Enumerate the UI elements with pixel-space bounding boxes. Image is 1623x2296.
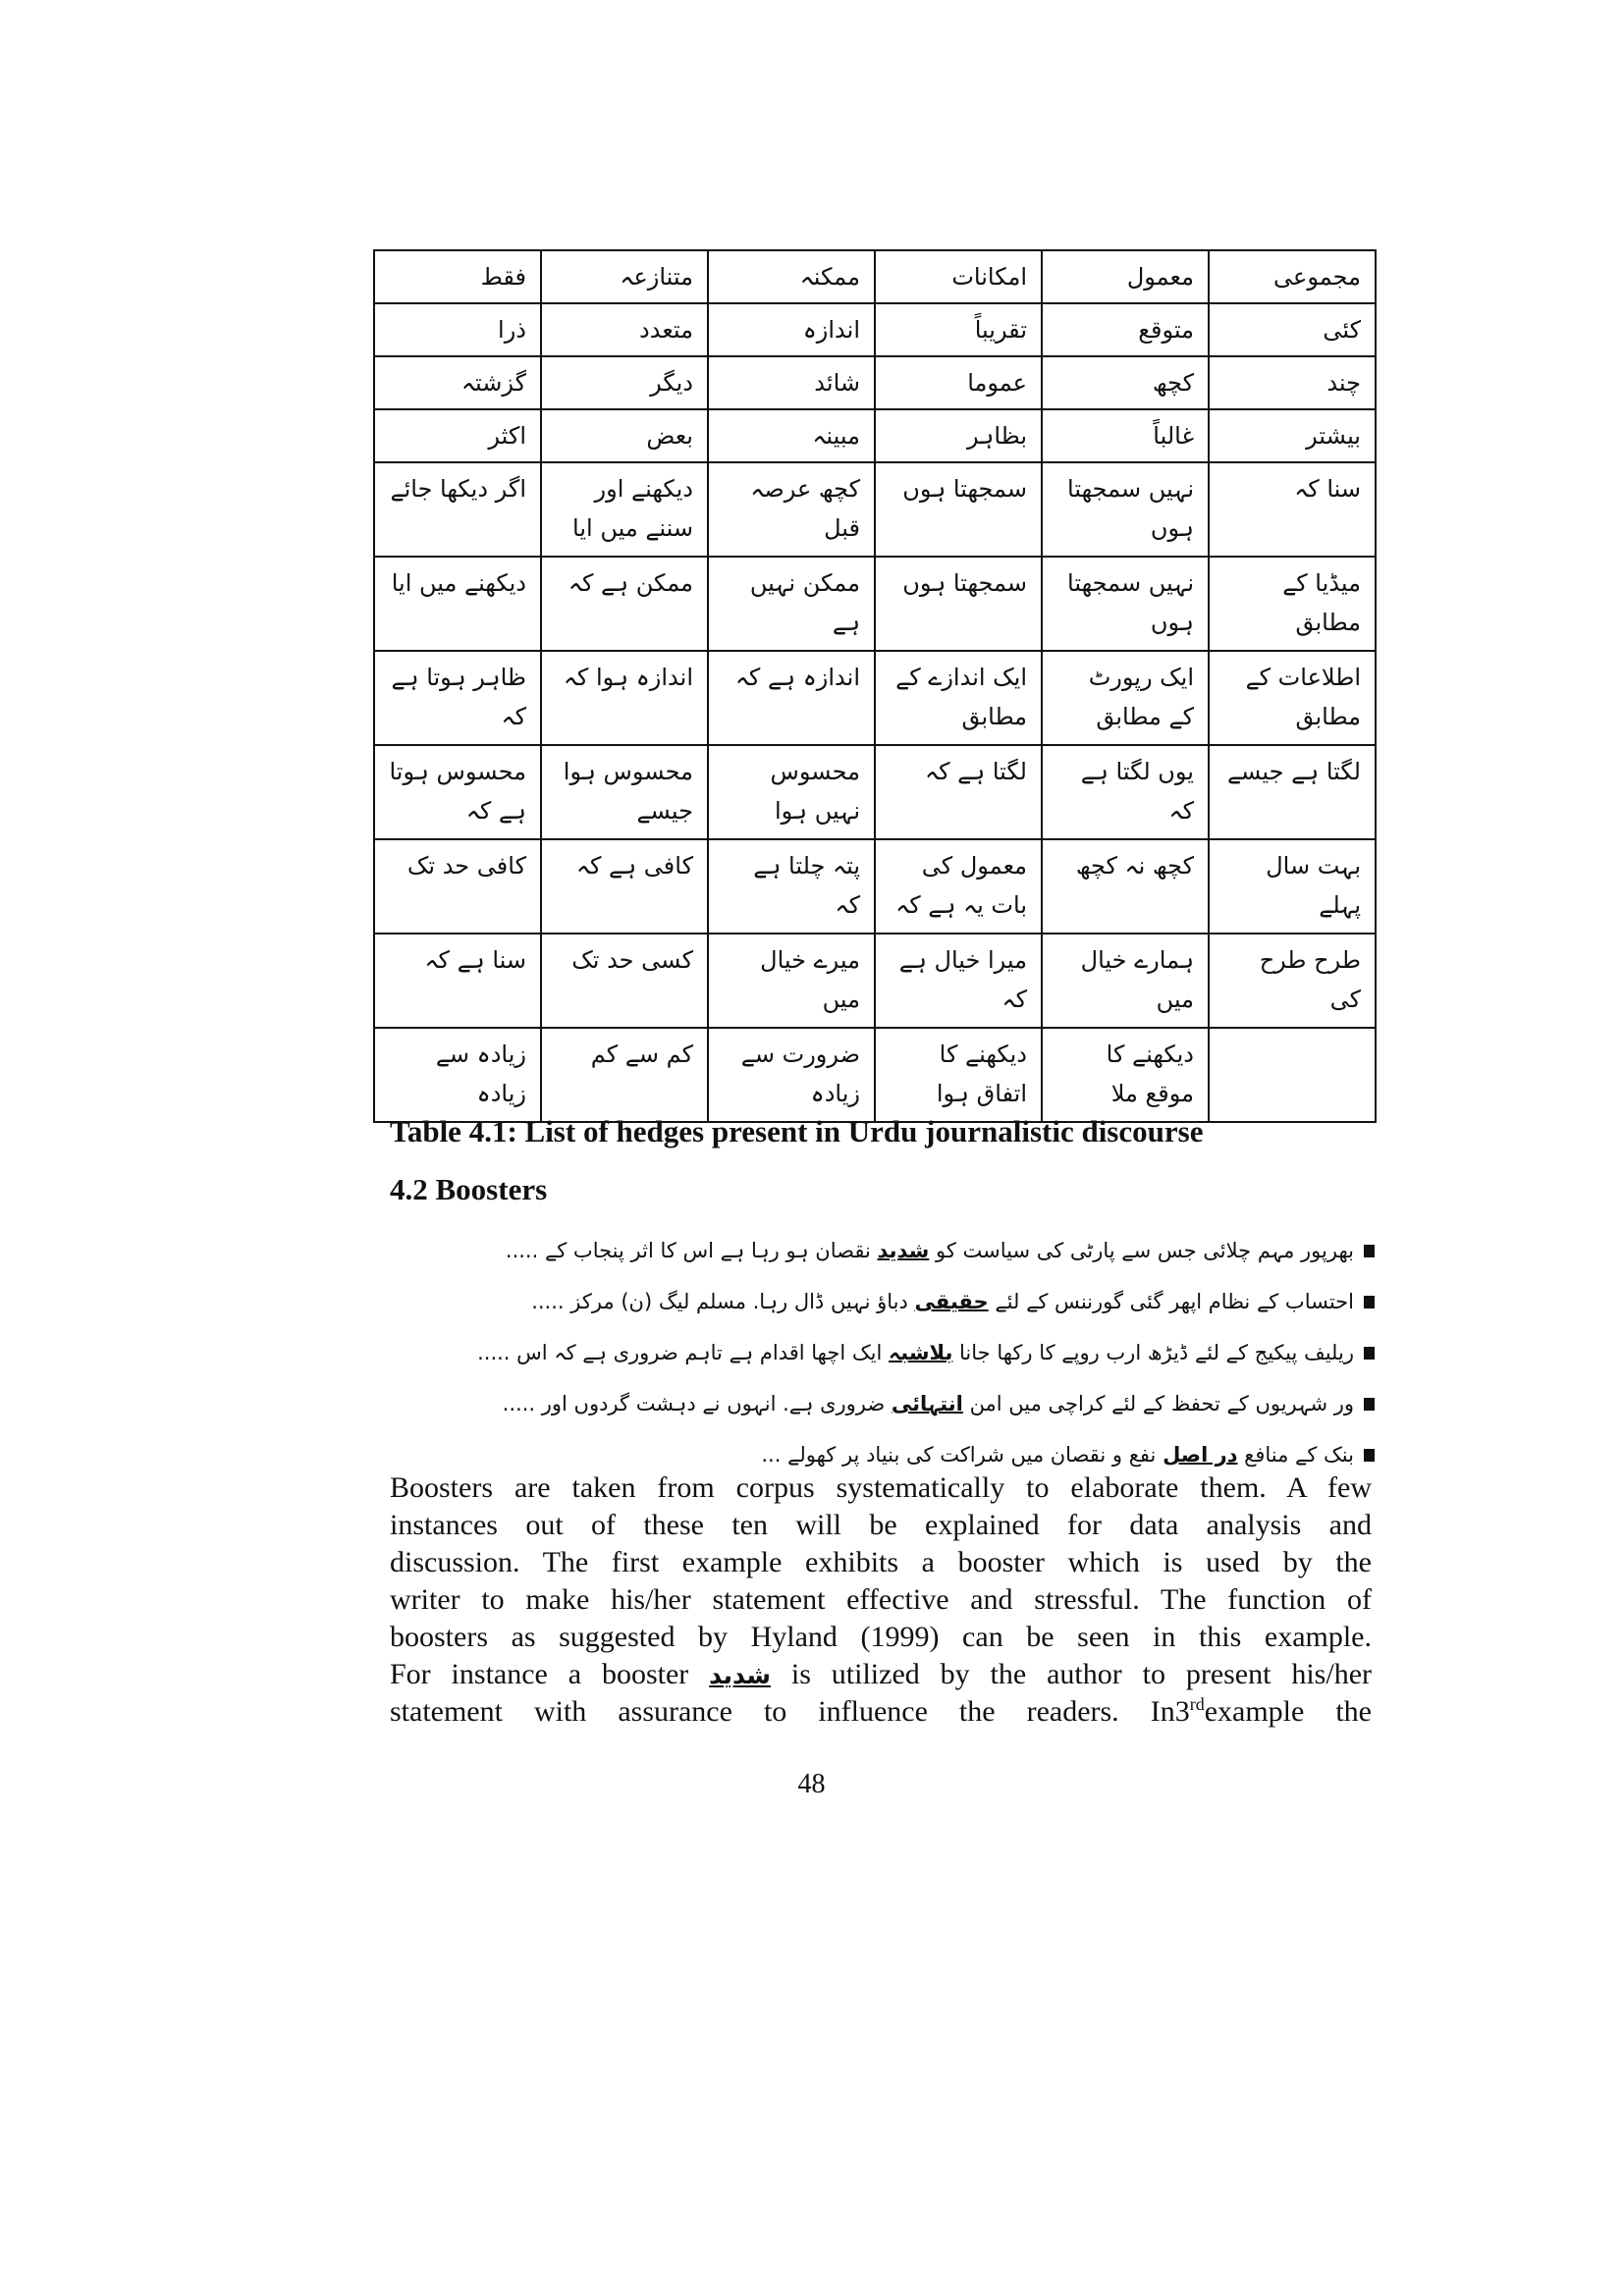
booster-sentence	[531, 1290, 1354, 1313]
table-cell: کچھ نہ کچھ	[1042, 839, 1209, 934]
table-cell: دیکھنے اور سننے میں ایا	[541, 462, 708, 557]
table-cell: نہیں سمجھتا ہوں	[1042, 462, 1209, 557]
table-row	[374, 557, 1376, 651]
paragraph-text: example the	[1204, 1695, 1372, 1728]
paragraph-text: is utilized by the author to present his/her	[771, 1658, 1372, 1690]
booster-sentence	[477, 1341, 1354, 1364]
booster-text: ور شہریوں کے تحفظ کے لئے کراچی میں امن	[962, 1392, 1354, 1415]
table-cell: اندازہ ہوا کہ	[541, 651, 708, 745]
table-cell: کسی حد تک	[541, 934, 708, 1028]
bullet-square-icon	[1364, 1296, 1375, 1308]
table-row	[374, 745, 1376, 839]
table-cell: دیگر	[541, 356, 708, 409]
booster-text: نفع و نقصان میں شراکت کی بنیاد پر کھولے ...	[761, 1443, 1163, 1467]
table-cell: امکانات	[875, 250, 1042, 303]
table-cell: محسوس ہوا جیسے	[541, 745, 708, 839]
table-cell: لگتا ہے کہ	[875, 745, 1042, 839]
table-cell: اطلاعات کے مطابق	[1209, 651, 1376, 745]
table-cell: غالباً	[1042, 409, 1209, 462]
table-cell: یوں لگتا ہے کہ	[1042, 745, 1209, 839]
table-cell: بظاہر	[875, 409, 1042, 462]
table-cell: میڈیا کے مطابق	[1209, 557, 1376, 651]
table-cell	[1209, 1028, 1376, 1122]
booster-word: شدید	[709, 1661, 772, 1689]
table-row	[374, 462, 1376, 557]
table-row	[374, 839, 1376, 934]
table-row	[374, 356, 1376, 409]
table-cell: ہمارے خیال میں	[1042, 934, 1209, 1028]
booster-examples	[477, 1225, 1375, 1480]
table-cell: تقریباً	[875, 303, 1042, 356]
table-cell: عموما	[875, 356, 1042, 409]
booster-word: انتہائی	[891, 1392, 963, 1415]
paragraph-line: discussion. The first example exhibits a booster which is used by the	[390, 1546, 1372, 1578]
paragraph-line: Boosters are taken from corpus systematically to elaborate them. A few	[390, 1471, 1372, 1504]
booster-example	[530, 1276, 1375, 1327]
table-cell: لگتا ہے جیسے	[1209, 745, 1376, 839]
table-cell: فقط	[374, 250, 541, 303]
table-cell: کچھ	[1042, 356, 1209, 409]
table-cell: چند	[1209, 356, 1376, 409]
booster-sentence	[503, 1392, 1354, 1415]
booster-example	[505, 1225, 1375, 1276]
table-row	[374, 651, 1376, 745]
table-cell: بعض	[541, 409, 708, 462]
paragraph-line	[390, 1656, 1372, 1693]
booster-text: دباؤ نہیں ڈال رہا. مسلم لیگ (ن) مرکز .....	[531, 1290, 915, 1313]
table-cell: اندازہ	[708, 303, 875, 356]
table-cell: ضرورت سے زیادہ	[708, 1028, 875, 1122]
ordinal-suffix: rd	[1189, 1694, 1205, 1714]
booster-text: بنک کے منافع	[1237, 1443, 1354, 1467]
paragraph-line: writer to make his/her statement effective and stressful. The function of	[390, 1583, 1372, 1616]
booster-text: ریلیف پیکیج کے لئے ڈیڑھ ارب روپے کا رکھا جانا	[952, 1341, 1354, 1364]
table-row	[374, 1028, 1376, 1122]
table-cell: سمجھتا ہوں	[875, 462, 1042, 557]
paragraph-text: statement with assurance to influence the readers. In3	[390, 1695, 1190, 1728]
booster-text: بھرپور مہم چلائی جس سے پارٹی کی سیاست کو	[929, 1239, 1354, 1262]
table-cell: ذرا	[374, 303, 541, 356]
table-cell: اگر دیکھا جائے	[374, 462, 541, 557]
booster-word: در اصل	[1163, 1443, 1238, 1467]
table-cell: شائد	[708, 356, 875, 409]
page-number: 48	[797, 1769, 826, 1799]
booster-word: بلاشبہ	[889, 1341, 953, 1364]
table-cell: سمجھتا ہوں	[875, 557, 1042, 651]
table-cell: کم سے کم	[541, 1028, 708, 1122]
table-cell: ظاہر ہوتا ہے کہ	[374, 651, 541, 745]
table-cell: سنا کہ	[1209, 462, 1376, 557]
table-cell: ایک اندازے کے مطابق	[875, 651, 1042, 745]
table-cell: اکثر	[374, 409, 541, 462]
table-cell: مبینہ	[708, 409, 875, 462]
table-cell: مجموعی	[1209, 250, 1376, 303]
table-cell: کافی حد تک	[374, 839, 541, 934]
table-cell: کافی ہے کہ	[541, 839, 708, 934]
table-row	[374, 303, 1376, 356]
table-cell: معمول کی بات یہ ہے کہ	[875, 839, 1042, 934]
bullet-square-icon	[1364, 1449, 1375, 1462]
paragraph-line	[390, 1693, 1372, 1731]
table-cell: پتہ چلتا ہے کہ	[708, 839, 875, 934]
booster-sentence	[506, 1239, 1354, 1262]
booster-word: شدید	[877, 1239, 930, 1262]
table-cell: طرح طرح کی	[1209, 934, 1376, 1028]
table-cell: ممکن ہے کہ	[541, 557, 708, 651]
booster-example	[502, 1378, 1375, 1429]
table-cell: گزشتہ	[374, 356, 541, 409]
booster-text: نقصان ہو رہا ہے اس کا اثر پنجاب کے .....	[505, 1239, 878, 1262]
table-cell: دیکھنے کا اتفاق ہوا	[875, 1028, 1042, 1122]
table-caption: Table 4.1: List of hedges present in Urdu journalistic discourse	[390, 1114, 1204, 1148]
table-cell: میرے خیال میں	[708, 934, 875, 1028]
table-cell: محسوس نہیں ہوا	[708, 745, 875, 839]
table-cell: اندازہ ہے کہ	[708, 651, 875, 745]
section-heading: 4.2 Boosters	[390, 1172, 548, 1206]
booster-sentence	[761, 1443, 1354, 1467]
bullet-square-icon	[1364, 1245, 1375, 1257]
table-row	[374, 250, 1376, 303]
table-cell: محسوس ہوتا ہے کہ	[374, 745, 541, 839]
hedges-table-body	[374, 250, 1376, 1122]
paragraph-line: boosters as suggested by Hyland (1999) can be seen in this example.	[390, 1621, 1372, 1653]
table-cell: متنازعہ	[541, 250, 708, 303]
table-cell: سنا ہے کہ	[374, 934, 541, 1028]
table-cell: کئی	[1209, 303, 1376, 356]
booster-text: احتساب کے نظام اپھر گئی گورننس کے لئے	[988, 1290, 1354, 1313]
table-cell: ایک رپورٹ کے مطابق	[1042, 651, 1209, 745]
table-cell: متوقع	[1042, 303, 1209, 356]
table-cell: متعدد	[541, 303, 708, 356]
booster-example	[477, 1327, 1375, 1378]
table-cell: بیشتر	[1209, 409, 1376, 462]
paragraph-line: instances out of these ten will be explained for data analysis and	[390, 1509, 1372, 1541]
table-cell: کچھ عرصہ قبل	[708, 462, 875, 557]
table-cell: بہت سال پہلے	[1209, 839, 1376, 934]
hedges-table	[373, 249, 1377, 1123]
bullet-square-icon	[1364, 1347, 1375, 1360]
table-cell: دیکھنے کا موقع ملا	[1042, 1028, 1209, 1122]
table-cell: معمول	[1042, 250, 1209, 303]
booster-word: حقیقی	[914, 1290, 989, 1313]
paragraph-text: For instance a booster	[390, 1658, 710, 1690]
table-row	[374, 934, 1376, 1028]
booster-text: ضروری ہے. انہوں نے دہشت گردوں اور .....	[502, 1392, 892, 1415]
booster-text: ایک اچھا اقدام ہے تاہم ضروری ہے کہ اس .....	[477, 1341, 889, 1364]
table-cell: ممکن نہیں ہے	[708, 557, 875, 651]
table-cell: ممکنہ	[708, 250, 875, 303]
table-cell: نہیں سمجھتا ہوں	[1042, 557, 1209, 651]
table-cell: زیادہ سے زیادہ	[374, 1028, 541, 1122]
table-row	[374, 409, 1376, 462]
body-paragraph	[390, 1469, 1372, 1731]
bullet-square-icon	[1364, 1398, 1375, 1411]
table-cell: دیکھنے میں ایا	[374, 557, 541, 651]
table-cell: میرا خیال ہے کہ	[875, 934, 1042, 1028]
